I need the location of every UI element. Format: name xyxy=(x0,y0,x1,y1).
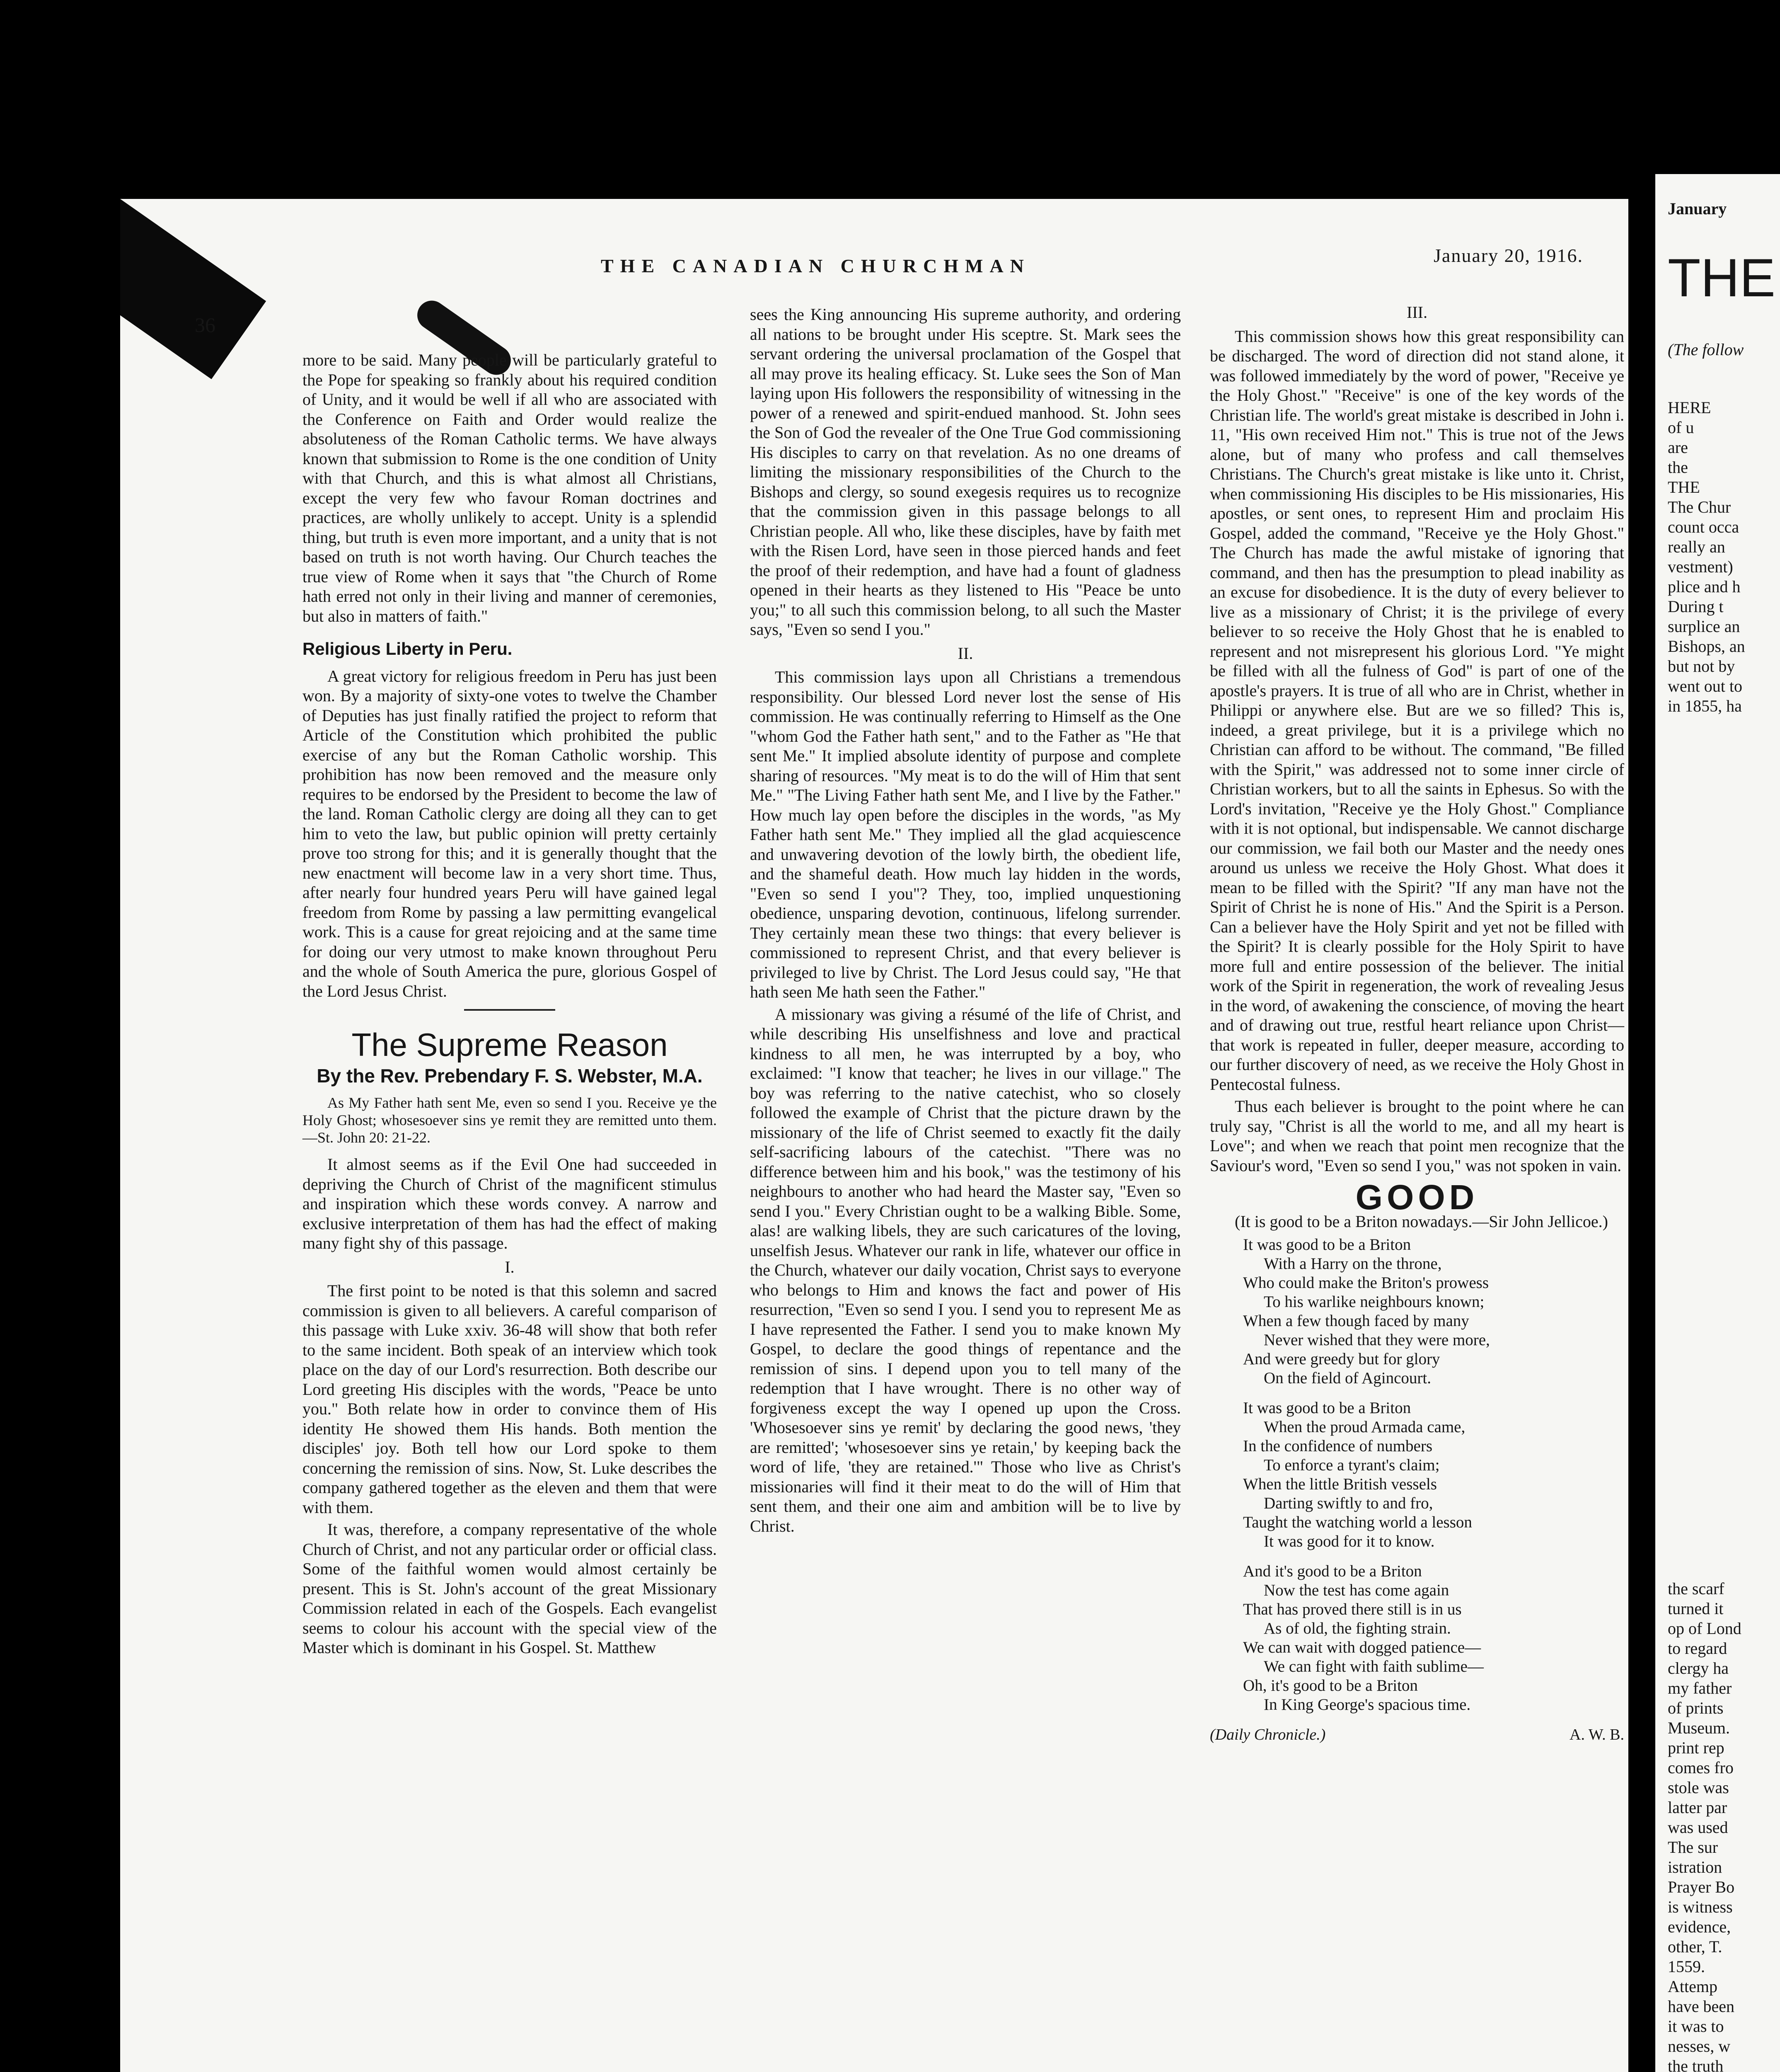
text-line: print rep xyxy=(1668,1738,1724,1757)
poem-line: As of old, the fighting strain. xyxy=(1264,1619,1451,1637)
text-line: stole was xyxy=(1668,1778,1729,1797)
poem-line: We can wait with dogged patience— xyxy=(1243,1639,1481,1656)
poem-note: (It is good to be a Briton nowadays.—Sir John Jellicoe.) xyxy=(1235,1212,1608,1231)
poem-title: GOOD xyxy=(1355,1178,1479,1217)
paragraph: It almost seems as if the Evil One had succeeded in depriving the Church of Christ of the magnificent stimulus and inspiration which these words convey. A narrow and exclusive interpretation of them has had the effect of making many fight shy of this passage. xyxy=(302,1155,717,1253)
paragraph: It was, therefore, a company representative of the whole Church of Christ, and not any particular order or official class. Some of the faithful women would almost certainly be present. This is St. John's account of the great Missionary Commission related in each of the Gospels. Each evangelist seems to colour his account with the special view of the Master which is dominant in his Gospel. St. Matthew xyxy=(302,1520,717,1657)
paragraph: This commission lays upon all Christians a tremendous responsibility. Our blessed Lord never lost the sense of His commission. He was continually referring to Himself as the One "whom God the Father hath sent," and to the Father as "He that sent Me." It implied absolute identity of purpose and complete sharing of resources. "My meat is to do the will of Him that sent Me." "The Living Father hath sent Me, and I live by the Father." How much lay open before the disciples in the words, "as My Father hath sent Me." They implied all the glad acquiescence and unwavering devotion of the lowly birth, the obedient life, and the shameful death. How much lay hidden in the words, "Even so send I you"? They, too, implied unquestioning obedience, unsparing devotion, continuous, lifelong surrender. They certainly mean these two things: that every believer is commissioned to represent Christ, and that every believer is privileged to live by Christ. The Lord Jesus could say, "He that hath seen Me hath seen the Father." xyxy=(750,668,1181,1001)
poem-line: To his warlike neighbours known; xyxy=(1264,1293,1485,1311)
text-line: Bishops, an xyxy=(1668,637,1745,656)
poem-line: To enforce a tyrant's claim; xyxy=(1264,1456,1440,1474)
text-line: of u xyxy=(1668,418,1694,437)
paragraph: sees the King announcing His supreme authority, and ordering all nations to be brought under His sceptre. St. Mark sees the servant ordering the universal proclamation of the Gospel that all may prove its healing efficacy. St. Luke sees the Son of Man laying upon His followers the responsibility of witnessing in the power of a renewed and spirit-endued manhood. St. John sees the Son of God the revealer of the One True God commissioning His disciples to carry on that revelation. As no one dreams of limiting the missionary responsibilities of the Church to the Bishops and clergy, so sound exegesis requires us to recognize that the commission given in this passage belongs to all Christian people. All who, like these disciples, have by faith met with the Risen Lord, have seen in those pierced hands and feet the proof of their redemption, and have had a fount of gladness opened in their hearts as they listened to His "Peace be unto you;" to all such this commission belong, to all such the Master says, "Even so send I you." xyxy=(750,305,1181,639)
text-line: latter par xyxy=(1668,1798,1727,1817)
poem-line: On the field of Agincourt. xyxy=(1264,1369,1431,1387)
text-line: the truth xyxy=(1668,2057,1724,2072)
poem-footer xyxy=(1210,1725,1624,1745)
text-line: the xyxy=(1668,458,1688,477)
adjacent-header: January xyxy=(1668,199,1727,218)
text-line: nesses, w xyxy=(1668,2037,1731,2055)
column-2 xyxy=(750,305,1181,1538)
text-line: comes fro xyxy=(1668,1758,1734,1777)
text-line: count occa xyxy=(1668,518,1739,536)
poem-line: Now the test has come again xyxy=(1264,1581,1449,1599)
text-line: in 1855, ha xyxy=(1668,697,1742,715)
paragraph: The first point to be noted is that this solemn and sacred commission is given to all believers. A careful comparison of this passage with Luke xxiv. 36-48 will show that both refer to the same incident. Both speak of an interview which took place on the day of our Lord's resurrection. Both describe our Lord greeting His disciples with the words, "Peace be unto you." Both relate how in order to convince them of His identity He showed them His hands. Both mention the disciples' joy. Both tell how our Lord spoke to them concerning the remission of sins. Now, St. Luke describes the company gathered together as the eleven and them that were with them. xyxy=(302,1281,717,1517)
text-line: it was to xyxy=(1668,2017,1724,2036)
adjacent-lines-bottom xyxy=(1668,1579,1741,2072)
poem-line: It was good to be a Briton xyxy=(1243,1236,1411,1254)
binder-clip-shadow xyxy=(120,199,266,379)
divider xyxy=(464,1009,555,1011)
text-line: clergy ha xyxy=(1668,1659,1729,1677)
text-line: plice and h xyxy=(1668,577,1741,596)
text-line: really an xyxy=(1668,537,1725,556)
epigraph: As My Father hath sent Me, even so send I you. Receive ye the Holy Ghost; whosesoever sins ye remit they are remitted unto them.—St. John 20: 21-22. xyxy=(302,1094,717,1146)
poem-line: Who could make the Briton's prowess xyxy=(1243,1274,1489,1292)
adjacent-intro: (The follow xyxy=(1668,340,1744,359)
poem-source: (Daily Chronicle.) xyxy=(1210,1726,1326,1743)
running-head: THE CANADIAN CHURCHMAN xyxy=(601,255,1030,276)
poem-line: It was good for it to know. xyxy=(1264,1532,1435,1550)
poem-line: In the confidence of numbers xyxy=(1243,1437,1432,1455)
paragraph: A missionary was giving a résumé of the life of Christ, and while describing His unselfishness and love and practical kindness to all men, he was interrupted by a boy, who exclaimed: "I know that teacher; he lives in our village." The boy was referring to the native catechist, who so closely followed the example of Christ that the picture drawn by the missionary of the life of Christ seemed to exactly fit the daily self-sacrificing labours of the catechist. "There was no difference between him and his book," was the testimony of his neighbours to another who had heard the Master say, "Even so send I you." Every Christian ought to be a walking Bible. Some, alas! are walking libels, they are such caricatures of the loving, unselfish Jesus. Whatever our rank in life, whatever our office in the Church, whatever our daily vocation, Christ says to everyone who belongs to Him and knows the fact and power of His resurrection, "Even so send I you. I send you to represent Me as I have represented the Father. I send you to make known My Gospel, to declare the good things of repentance and the remission of sins. I depend upon you to tell many of the redemption that I have wrought. There is no other way of forgiveness except the way I opened up upon the Cross. 'Whosesoever sins ye remit' by declaring the good news, 'they are remitted'; 'whosesoever sins ye retain,' by keeping back the word of life, 'they are retained.'" Those who live as Christ's missionaries will find it their meat to do the will of Him that sent them, and their one aim and ambition will be to live by Christ. xyxy=(750,1005,1181,1535)
poem xyxy=(1243,1235,1624,1714)
poem-signature: A. W. B. xyxy=(1570,1726,1624,1743)
text-line: Attemp xyxy=(1668,1977,1717,1996)
text-line: Museum. xyxy=(1668,1719,1730,1737)
text-line: THE xyxy=(1668,478,1700,496)
text-line: evidence, xyxy=(1668,1917,1731,1936)
issue-date: January 20, 1916. xyxy=(1434,245,1584,266)
poem-stanza xyxy=(1243,1399,1624,1551)
paragraph: more to be said. Many people will be particularly grateful to the Pope for speaking so frankly about his required condition of Unity, and it would be well if all who are associated with the Conference on Faith and Order would realize the absoluteness of the Roman Catholic terms. We have always known that submission to Rome is the one condition of Unity with that Church, and this is what almost all Christians, except the very few who favour Roman doctrines and practices, are wholly unlikely to accept. Unity is a splendid thing, but truth is even more important, and a unity that is not based on truth is not worth having. Our Church teaches the true view of Rome when it says that "the Church of Rome hath erred not only in their living and manner of ceremonies, but also in matters of faith." xyxy=(302,351,717,625)
poem-line: That has proved there still is in us xyxy=(1243,1600,1462,1618)
poem-stanza xyxy=(1243,1235,1624,1388)
text-line: have been xyxy=(1668,1997,1735,2016)
adjacent-lines-top xyxy=(1668,398,1745,716)
adjacent-page-fragment xyxy=(1655,174,1780,2072)
text-line: During t xyxy=(1668,597,1724,616)
text-line: surplice an xyxy=(1668,617,1740,636)
poem-line: Taught the watching world a lesson xyxy=(1243,1513,1472,1531)
text-line: HERE xyxy=(1668,398,1711,417)
text-line: op of Lond xyxy=(1668,1619,1741,1638)
poem-line: When the proud Armada came, xyxy=(1264,1418,1466,1436)
text-line: was used xyxy=(1668,1818,1728,1837)
poem-line: Oh, it's good to be a Briton xyxy=(1243,1677,1418,1694)
poem-line: And it's good to be a Briton xyxy=(1243,1562,1422,1580)
text-line: turned it xyxy=(1668,1599,1724,1618)
text-line: The Chur xyxy=(1668,498,1731,516)
poem-line: When the little British vessels xyxy=(1243,1475,1437,1493)
section-numeral: III. xyxy=(1407,303,1427,322)
poem-line: Darting swiftly to and fro, xyxy=(1264,1494,1433,1512)
paragraph: Thus each believer is brought to the point where he can truly say, "Christ is all the world to me, and all my heart is Love"; and when we reach that point men recognize that the Saviour's word, "Even so send I you," was not spoken in vain. xyxy=(1210,1097,1624,1175)
poem-line: Never wished that they were more, xyxy=(1264,1331,1490,1349)
poem-line: We can fight with faith sublime— xyxy=(1264,1658,1484,1675)
text-line: are xyxy=(1668,438,1688,457)
text-line: vestment) xyxy=(1668,557,1733,576)
text-line: other, T. xyxy=(1668,1937,1722,1956)
poem-line: In King George's spacious time. xyxy=(1264,1696,1471,1714)
text-line: The sur xyxy=(1668,1838,1718,1857)
section-numeral: II. xyxy=(958,644,973,663)
text-line: is witness xyxy=(1668,1898,1733,1916)
text-line: Prayer Bo xyxy=(1668,1878,1735,1896)
text-line: my father xyxy=(1668,1679,1732,1697)
column-1 xyxy=(302,350,717,1660)
text-line: went out to xyxy=(1668,677,1742,695)
section-heading: Religious Liberty in Peru. xyxy=(302,639,513,658)
text-line: 1559. xyxy=(1668,1957,1705,1976)
poem-stanza xyxy=(1243,1562,1624,1714)
poem-line: And were greedy but for glory xyxy=(1243,1350,1440,1368)
page-number: 36 xyxy=(195,313,215,336)
poem-line: It was good to be a Briton xyxy=(1243,1399,1411,1417)
paragraph: This commission shows how this great responsibility can be discharged. The word of direction did not stand alone, it was followed immediately by the word of power, "Receive ye the Holy Ghost." "Receive" is one of the key words of the Christian life. The world's great mistake is described in John i. 11, "His own received Him not." This is true not of the Jews alone, but of many who profess and call themselves Christians. The Church's great mistake is like unto it. Christ, when commissioning His disciples to be His missionaries, His apostles, or sent ones, to represent Him and proclaim His Gospel, added the command, "Receive ye the Holy Ghost." The Church has made the awful mistake of ignoring that command, and then has the presumption to plead inability as an excuse for disobedience. It is the duty of every believer to live as a missionary of Christ; it is the privilege of every believer to so receive the Holy Ghost that he is enabled to represent and not misrepresent his glorious Lord. "Ye might be filled with all the fulness of God" is part of one of the apostle's prayers. It is true of all who are in Christ, whether in Philippi or anywhere else. But are we so filled? This is, indeed, a great privilege, but it is a privilege which no Christian can afford to be without. The command, "Be filled with the Spirit," was addressed not to some inner circle of Christian workers, but to all the saints in Ephesus. So with the Lord's invitation, "Receive ye the Holy Ghost." Compliance with it is not optional, but indispensable. We cannot discharge our commission, we fail both our Master and the needy ones around us unless we receive the Holy Ghost. What does it mean to be filled with the Spirit? "If any man have not the Spirit of Christ he is none of His." And the Spirit is a Person. Can a believer have the Holy Spirit and yet not be filled with the Spirit? It is clearly possible for the Holy Spirit to have more full and entire possession of the believer. The initial work of the Spirit in regeneration, the work of revealing Jesus in the word, of awakening the conscience, of moving the heart and of drawing out true, restful heart reliance upon Christ—that work is repeated in fuller, deeper measure, according to our further discovery of need, as we receive the Holy Ghost in Pentecostal fulness. xyxy=(1210,327,1624,1094)
poem-line: When a few though faced by many xyxy=(1243,1312,1469,1330)
text-line: istration xyxy=(1668,1858,1722,1876)
article-title: The Supreme Reason xyxy=(351,1026,668,1063)
poem-line: With a Harry on the throne, xyxy=(1264,1255,1442,1273)
text-line: to regard xyxy=(1668,1639,1727,1658)
section-numeral: I. xyxy=(505,1257,515,1276)
text-line: but not by xyxy=(1668,657,1735,675)
text-line: the scarf xyxy=(1668,1579,1724,1598)
paragraph: A great victory for religious freedom in Peru has just been won. By a majority of sixty-one votes to twelve the Chamber of Deputies has just finally ratified the project to reform that Article of the Constitution which prohibited the public exercise of any but the Roman Catholic worship. This prohibition has now been removed and the measure only requires to be endorsed by the President to become the law of the land. Roman Catholic clergy are doing all they can to get him to veto the law, but public opinion will pretty certainly prove too strong for this; and it is generally thought that the new enactment will become law in a very short time. Thus, after nearly four hundred years Peru will have gained legal freedom from Rome by passing a law permitting evangelical work. This is a cause for great rejoicing and at the same time for doing our very utmost to make known throughout Peru and the whole of South America the pure, glorious Gospel of the Lord Jesus Christ. xyxy=(302,666,717,1000)
column-3 xyxy=(1210,298,1624,1745)
adjacent-title: THE xyxy=(1668,247,1775,308)
article-byline: By the Rev. Prebendary F. S. Webster, M.A. xyxy=(317,1065,703,1087)
text-line: of prints xyxy=(1668,1699,1724,1717)
